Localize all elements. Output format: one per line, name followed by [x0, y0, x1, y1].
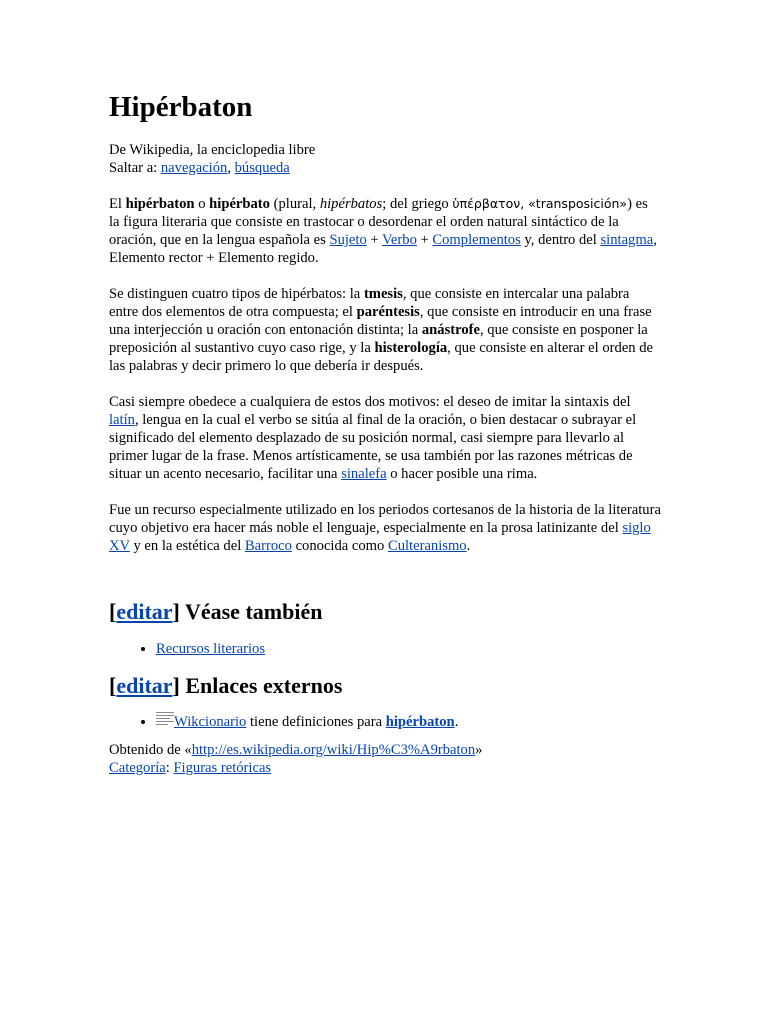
- heading-text: Véase también: [179, 599, 323, 624]
- text: , Elemento rector + Elemento regido.: [109, 232, 657, 266]
- jump-links: [109, 159, 661, 177]
- article-content: [109, 90, 661, 777]
- text: , lengua en la cual el verbo se sitúa al final de la oración, o bien destacar o subrayar el significado del elemento desplazado de su posición normal, casi siempre para llevarlo al primer lugar de la frase. Menos artísticamente, se usa también por las razones métricas de situar un acento necesario, facilitar una: [109, 412, 637, 482]
- source-url-link[interactable]: http://es.wikipedia.org/wiki/Hip%C3%A9rbaton: [191, 742, 476, 758]
- wiktionary-logo-icon: [156, 711, 174, 727]
- text: ) es la figura literaria que consiste en trastocar o desordenar el orden natural sintáctico de la oración, que en la lengua española es: [109, 196, 648, 248]
- categories: [109, 759, 661, 777]
- page-title: Hipérbaton: [109, 91, 253, 123]
- text: (plural,: [269, 196, 320, 212]
- history-paragraph: [109, 501, 661, 555]
- text: Se distinguen cuatro tipos de hipérbatos: la: [109, 286, 364, 302]
- list-item: [156, 640, 661, 658]
- motives-paragraph: [109, 393, 661, 483]
- bracket-left: [: [109, 673, 117, 698]
- edit-external-link[interactable]: editar: [116, 673, 173, 698]
- bracket-right: ]: [172, 599, 180, 624]
- text: o hacer posible una rima.: [386, 466, 538, 482]
- term-parentesis: paréntesis: [356, 304, 420, 320]
- link-siglo-xv[interactable]: siglo XV: [109, 520, 651, 554]
- text: ; del griego: [382, 196, 453, 212]
- text: Casi siempre obedece a cualquiera de estos dos motivos: el deseo de imitar la sintaxis del: [109, 394, 631, 410]
- bracket-left: [: [109, 599, 117, 624]
- intro-paragraph: [109, 195, 661, 267]
- text: +: [366, 232, 383, 248]
- footer: [109, 741, 661, 777]
- text: Obtenido de «: [109, 742, 192, 758]
- link-verbo[interactable]: Verbo: [382, 232, 417, 248]
- link-latin[interactable]: latín: [109, 412, 135, 428]
- see-also-heading: [109, 598, 661, 626]
- text: :: [165, 760, 174, 776]
- term-tmesis: tmesis: [363, 286, 403, 302]
- text: , que consiste en intercalar una palabra entre dos elementos de otra compuesta; el: [109, 286, 630, 320]
- term-hiperbaton: hipérbaton: [125, 196, 195, 212]
- text: +: [416, 232, 433, 248]
- text: .: [454, 714, 459, 730]
- greek-term: ὑπέρβατον, «transposición»: [452, 196, 628, 211]
- external-links-list: [109, 711, 661, 731]
- text: , que consiste en introducir en una frase una interjección u oración con entonación distinta; la: [109, 304, 652, 338]
- link-complementos[interactable]: Complementos: [432, 232, 521, 248]
- term-histerologia: histerología: [374, 340, 448, 356]
- jump-prefix: Saltar a:: [109, 160, 161, 176]
- term-anastrofe: anástrofe: [421, 322, 480, 338]
- obtained-from: [109, 741, 661, 759]
- term-plural: hipérbatos: [319, 196, 383, 212]
- text: Fue un recurso especialmente utilizado en los periodos cortesanos de la historia de la literatura cuyo objetivo era hacer más noble el lenguaje, especialmente en la prosa latinizante del: [109, 502, 661, 536]
- external-links-heading: [109, 672, 661, 700]
- link-barroco[interactable]: Barroco: [244, 538, 292, 554]
- jump-separator: ,: [227, 160, 235, 176]
- link-culteranismo[interactable]: Culteranismo: [387, 538, 467, 554]
- text: El: [109, 196, 126, 212]
- category-label-link[interactable]: Categoría: [109, 760, 166, 776]
- text: conocida como: [291, 538, 388, 554]
- text: , que consiste en posponer la preposición al sustantivo cuyo caso rige, y la: [109, 322, 648, 356]
- term-hiperbato: hipérbato: [209, 196, 270, 212]
- text: .: [466, 538, 471, 554]
- jump-navigation-link[interactable]: navegación: [160, 160, 228, 176]
- edit-see-also-link[interactable]: editar: [116, 599, 173, 624]
- text: , que consiste en alterar el orden de las palabras y decir primero lo que debería ir después.: [109, 340, 654, 374]
- link-sujeto[interactable]: Sujeto: [329, 232, 367, 248]
- text: »: [475, 742, 483, 758]
- list-item: [156, 711, 661, 731]
- site-subtitle: De Wikipedia, la enciclopedia libre: [109, 142, 316, 158]
- bracket-right: ]: [172, 673, 180, 698]
- link-hiperbaton-wiktionary[interactable]: hipérbaton: [385, 714, 455, 730]
- link-recursos-literarios[interactable]: Recursos literarios: [156, 641, 266, 657]
- category-figuras-retoricas-link[interactable]: Figuras retóricas: [173, 760, 272, 776]
- text: o: [194, 196, 210, 212]
- text: tiene definiciones para: [246, 714, 386, 730]
- text: y, dentro del: [520, 232, 601, 248]
- jump-search-link[interactable]: búsqueda: [234, 160, 290, 176]
- link-sintagma[interactable]: sintagma: [600, 232, 654, 248]
- heading-text: Enlaces externos: [179, 673, 343, 698]
- see-also-list: [109, 640, 661, 658]
- link-wikcionario[interactable]: Wikcionario: [174, 714, 247, 730]
- types-paragraph: [109, 285, 661, 375]
- text: y en la estética del: [129, 538, 245, 554]
- link-sinalefa[interactable]: sinalefa: [341, 466, 387, 482]
